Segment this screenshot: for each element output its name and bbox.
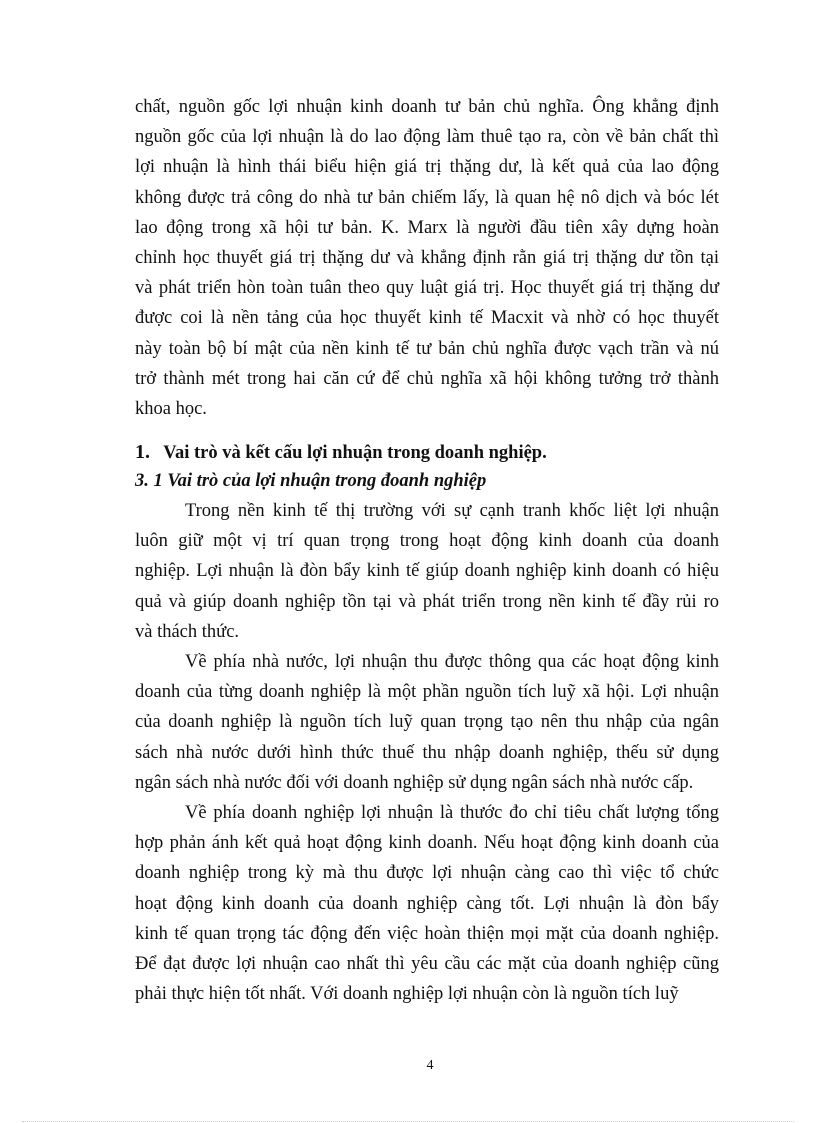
text-line: và thách thức. <box>135 621 240 642</box>
subsection-heading: 3. 1 Vai trò của lợi nhuận trong đoanh nghiệp <box>135 471 487 492</box>
text-line: sách nhà nước dưới hình thức thuế thu nhập doanh nghiệp, thếu sử dụng <box>135 742 719 763</box>
text-line: nghiệp. Lợi nhuận là đòn bẩy kinh tế giúp doanh nghiệp kinh doanh có hiệu <box>135 561 719 582</box>
text-line: trở thành mét trong hai căn cứ để chủ nghĩa xã hội không tưởng trở thành <box>135 368 719 389</box>
spacer <box>135 424 719 438</box>
paragraph-3 <box>135 647 719 798</box>
section-number: 1. <box>135 441 150 464</box>
text-line: kinh tế quan trọng tác động đến việc hoàn thiện mọi mặt của doanh nghiệp. <box>135 923 719 944</box>
text-line: nguồn gốc của lợi nhuận là do lao động làm thuê tạo ra, còn về bản chất thì <box>135 127 719 148</box>
text-line: ngân sách nhà nước đối với doanh nghiệp sử dụng ngân sách nhà nước cấp. <box>135 772 694 793</box>
section-heading <box>135 438 719 466</box>
text-line: Về phía doanh nghiệp lợi nhuận là thước đo chỉ tiêu chất lượng tổng <box>185 802 719 823</box>
text-line: phải thực hiện tốt nhất. Với doanh nghiệp lợi nhuận còn là nguồn tích luỹ <box>135 984 679 1005</box>
text-line: doanh nghiệp trong kỳ mà thu được lợi nhuận càng cao thì việc tổ chức <box>135 863 719 884</box>
paragraph-4 <box>135 798 719 1009</box>
text-line: chỉnh học thuyết giá trị thặng dư và khẳng định rằn giá trị thặng dư tồn tại <box>135 247 719 268</box>
text-line: Để đạt được lợi nhuận cao nhất thì yêu cầu các mặt của doanh nghiệp cũng <box>135 953 719 974</box>
text-line: quả và giúp doanh nghiệp tồn tại và phát triển trong nền kinh tế đầy rủi ro <box>135 591 719 612</box>
text-line: lao động trong xã hội tư bản. K. Marx là người đầu tiên xây dựng hoàn <box>135 217 719 238</box>
page-number: 4 <box>426 1058 434 1073</box>
text-line: lợi nhuận là hình thái biểu hiện giá trị thặng dư, là kết quả của lao động <box>135 157 719 178</box>
section-title: Vai trò và kết cấu lợi nhuận trong doanh nghiệp. <box>163 443 547 464</box>
text-line: luôn giữ một vị trí quan trọng trong hoạt động kinh doanh của doanh <box>135 531 719 552</box>
text-line: khoa học. <box>135 398 207 419</box>
page-content <box>135 92 719 1009</box>
text-line: hoạt động kinh doanh của doanh nghiệp càng tốt. Lợi nhuận là đòn bẩy <box>135 893 719 914</box>
paragraph-2 <box>135 496 719 647</box>
text-line: của doanh nghiệp là nguồn tích luỹ quan trọng tạo nên thu nhập của ngân <box>135 712 719 733</box>
text-line: và phát triển hòn toàn tuân theo quy luật giá trị. Học thuyết giá trị thặng dư <box>135 278 719 299</box>
text-line: Trong nền kinh tế thị trường với sự cạnh tranh khốc liệt lợi nhuận <box>185 501 719 522</box>
text-line: chất, nguồn gốc lợi nhuận kinh doanh tư bản chủ nghĩa. Ông khẳng định <box>135 97 719 117</box>
text-line: không được trả công do nhà tư bản chiếm lấy, là quan hệ nô dịch và bóc lét <box>135 187 719 208</box>
text-line: được coi là nền tảng của học thuyết kinh tế Macxit và nhờ có học thuyết <box>135 308 719 329</box>
page-bottom-border <box>22 1121 794 1122</box>
text-line: Về phía nhà nước, lợi nhuận thu được thông qua các hoạt động kinh <box>185 652 719 672</box>
text-line: hợp phản ánh kết quả hoạt động kinh doanh. Nếu hoạt động kinh doanh của <box>135 833 719 854</box>
paragraph-intro <box>135 92 719 424</box>
text-line: doanh của từng doanh nghiệp là một phần nguồn tích luỹ xã hội. Lợi nhuận <box>135 682 719 703</box>
text-line: này toàn bộ bí mật của nền kinh tế tư bản chủ nghĩa được vạch trần và nú <box>135 338 719 359</box>
